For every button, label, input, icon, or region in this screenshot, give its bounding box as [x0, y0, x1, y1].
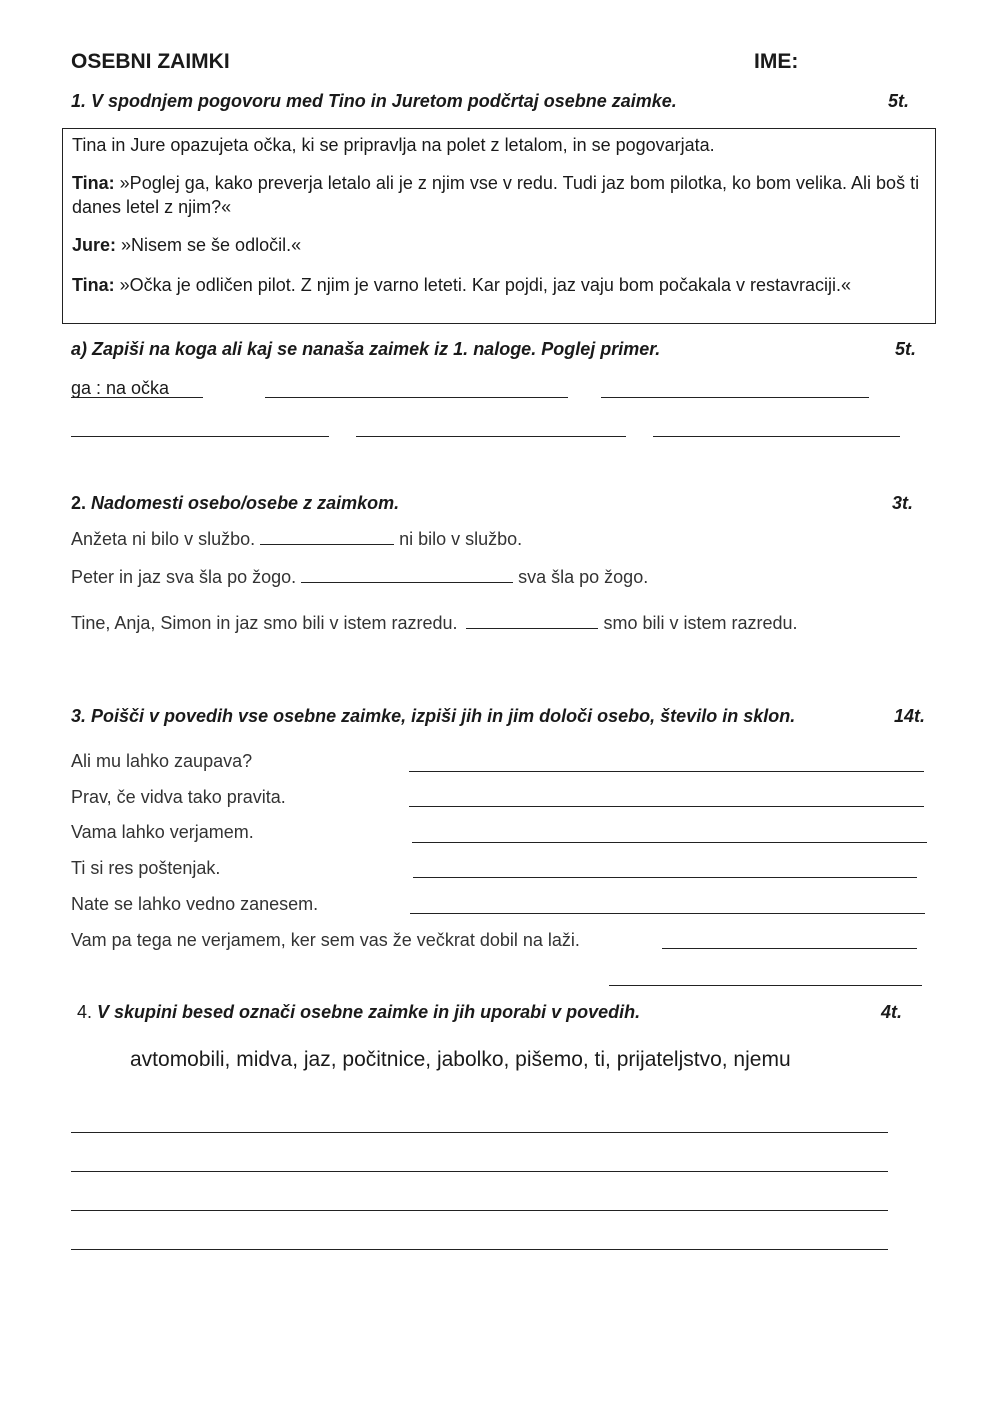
task2-sentence	[71, 612, 798, 634]
task1-instruction: 1. V spodnjem pogovoru med Tino in Juretom podčrtaj osebne zaimke.	[71, 91, 677, 111]
answer-line[interactable]	[662, 948, 917, 949]
blank[interactable]	[466, 612, 598, 629]
speaker: Jure:	[72, 235, 117, 255]
answer-line[interactable]	[413, 877, 917, 878]
answer-line[interactable]	[356, 436, 626, 437]
sentence-start: Anžeta ni bilo v službo.	[71, 529, 261, 549]
task3-sentence: Prav, če vidva tako pravita.	[71, 787, 286, 807]
task1a-points: 5t.	[895, 339, 917, 359]
answer-line[interactable]	[265, 397, 568, 398]
word-group: avtomobili, midva, jaz, počitnice, jabolko, pišemo, ti, prijateljstvo, njemu	[130, 1048, 791, 1071]
answer-line[interactable]	[609, 985, 922, 986]
sentence-start: Tine, Anja, Simon in jaz smo bili v istem razredu.	[71, 613, 463, 633]
task3-instruction: 3. Poišči v povedih vse osebne zaimke, izpiši jih in jim določi osebo, število in sklon.	[71, 706, 796, 726]
task2-sentence	[71, 566, 648, 588]
sentence-end: smo bili v istem razredu.	[598, 613, 798, 633]
example-answer: ga : na očka	[71, 378, 170, 398]
sentence-end: ni bilo v službo.	[394, 529, 523, 549]
speaker: Tina:	[72, 275, 115, 295]
answer-line[interactable]	[71, 1210, 888, 1211]
answer-line[interactable]	[71, 1171, 888, 1172]
sentence-start: Peter in jaz sva šla po žogo.	[71, 567, 302, 587]
answer-line[interactable]	[71, 1249, 888, 1250]
sentence-end: sva šla po žogo.	[513, 567, 649, 587]
line-text: »Nisem se še odločil.«	[116, 235, 302, 255]
page-title: OSEBNI ZAIMKI	[71, 50, 230, 73]
answer-line[interactable]	[410, 913, 925, 914]
task1a-instruction: a) Zapiši na koga ali kaj se nanaša zaimek iz 1. naloge. Poglej primer.	[71, 339, 661, 359]
answer-line[interactable]	[412, 842, 927, 843]
line-text: »Poglej ga, kako preverja letalo ali je z njim vse v redu. Tudi jaz bom pilotka, ko bom velika. Ali boš ti danes letel z njim?«	[72, 173, 920, 217]
task4-text: V skupini besed označi osebne zaimke in jih uporabi v povedih.	[92, 1002, 641, 1022]
task3-sentence: Nate se lahko vedno zanesem.	[71, 894, 319, 914]
dialogue-line	[72, 273, 923, 297]
dialogue-box	[62, 128, 936, 324]
answer-line[interactable]	[653, 436, 900, 437]
answer-line[interactable]	[601, 397, 869, 398]
dialogue-line	[72, 171, 923, 219]
example-underline	[71, 397, 203, 398]
answer-line[interactable]	[409, 806, 924, 807]
task3-sentence: Ti si res poštenjak.	[71, 858, 221, 878]
blank[interactable]	[260, 528, 394, 545]
speaker: Tina:	[72, 173, 115, 193]
answer-line[interactable]	[71, 1132, 888, 1133]
task4-number: 4.	[77, 1002, 93, 1022]
dialogue-line	[72, 233, 923, 257]
blank[interactable]	[301, 566, 513, 583]
task2-sentence	[71, 528, 522, 550]
task3-sentence: Vama lahko verjamem.	[71, 822, 254, 842]
task2-number: 2.	[71, 493, 87, 513]
task4-points: 4t.	[881, 1002, 903, 1022]
task1-points: 5t.	[888, 91, 910, 111]
name-label: IME:	[754, 50, 799, 73]
task3-points: 14t.	[894, 706, 926, 726]
dialogue-intro: Tina in Jure opazujeta očka, ki se pripravlja na polet z letalom, in se pogovarjata.	[72, 135, 715, 155]
line-text: »Očka je odličen pilot. Z njim je varno leteti. Kar pojdi, jaz vaju bom počakala v restavraciji.«	[114, 275, 852, 295]
task3-sentence: Vam pa tega ne verjamem, ker sem vas že večkrat dobil na laži.	[71, 930, 580, 950]
task2-text: Nadomesti osebo/osebe z zaimkom.	[86, 493, 400, 513]
task2-instruction	[71, 493, 399, 514]
answer-line[interactable]	[409, 771, 924, 772]
task3-sentence: Ali mu lahko zaupava?	[71, 751, 253, 771]
task2-points: 3t.	[892, 493, 914, 513]
answer-line[interactable]	[71, 436, 329, 437]
task4-instruction	[77, 1002, 640, 1023]
